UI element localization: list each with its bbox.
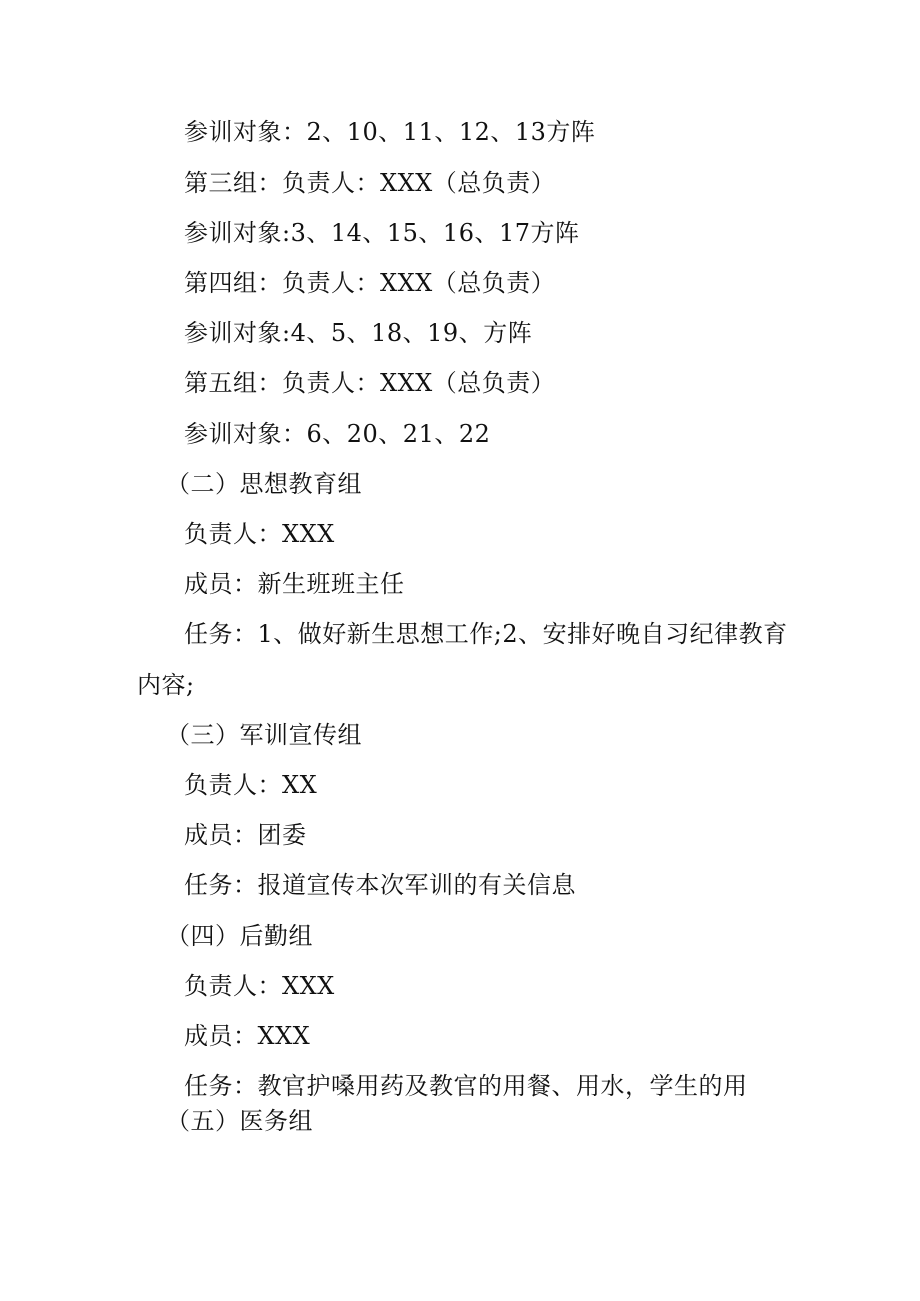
text-line: 第四组：负责人：XXX（总负责） bbox=[184, 269, 556, 297]
text-line: 第五组：负责人：XXX（总负责） bbox=[184, 369, 556, 397]
text-line: 任务：1、做好新生思想工作;2、安排好晚自习纪律教育 bbox=[184, 620, 788, 648]
text-line: 内容; bbox=[137, 671, 195, 699]
text-line: 参训对象:4、5、18、19、方阵 bbox=[184, 319, 533, 347]
text-line: 成员：团委 bbox=[184, 821, 307, 849]
text-line: 任务：教官护嗓用药及教官的用餐、用水，学生的用 bbox=[184, 1072, 748, 1100]
text-line: 参训对象：6、20、21、22 bbox=[184, 420, 491, 448]
text-line: 成员：新生班班主任 bbox=[184, 570, 405, 598]
section-heading: （四）后勤组 bbox=[166, 922, 313, 950]
text-line: 成员：XXX bbox=[184, 1022, 311, 1050]
text-line: 参训对象：2、10、11、12、13方阵 bbox=[184, 118, 596, 146]
text-line: 负责人：XX bbox=[184, 771, 318, 799]
text-line: 负责人：XXX bbox=[184, 972, 335, 1000]
section-heading: （三）军训宣传组 bbox=[166, 721, 362, 749]
text-line: 第三组：负责人：XXX（总负责） bbox=[184, 169, 556, 197]
text-line: 任务：报道宣传本次军训的有关信息 bbox=[184, 871, 576, 899]
section-heading: （二）思想教育组 bbox=[166, 470, 362, 498]
section-heading: （五）医务组 bbox=[166, 1107, 313, 1135]
text-line: 参训对象:3、14、15、16、17方阵 bbox=[184, 219, 580, 247]
text-line: 负责人：XXX bbox=[184, 520, 335, 548]
